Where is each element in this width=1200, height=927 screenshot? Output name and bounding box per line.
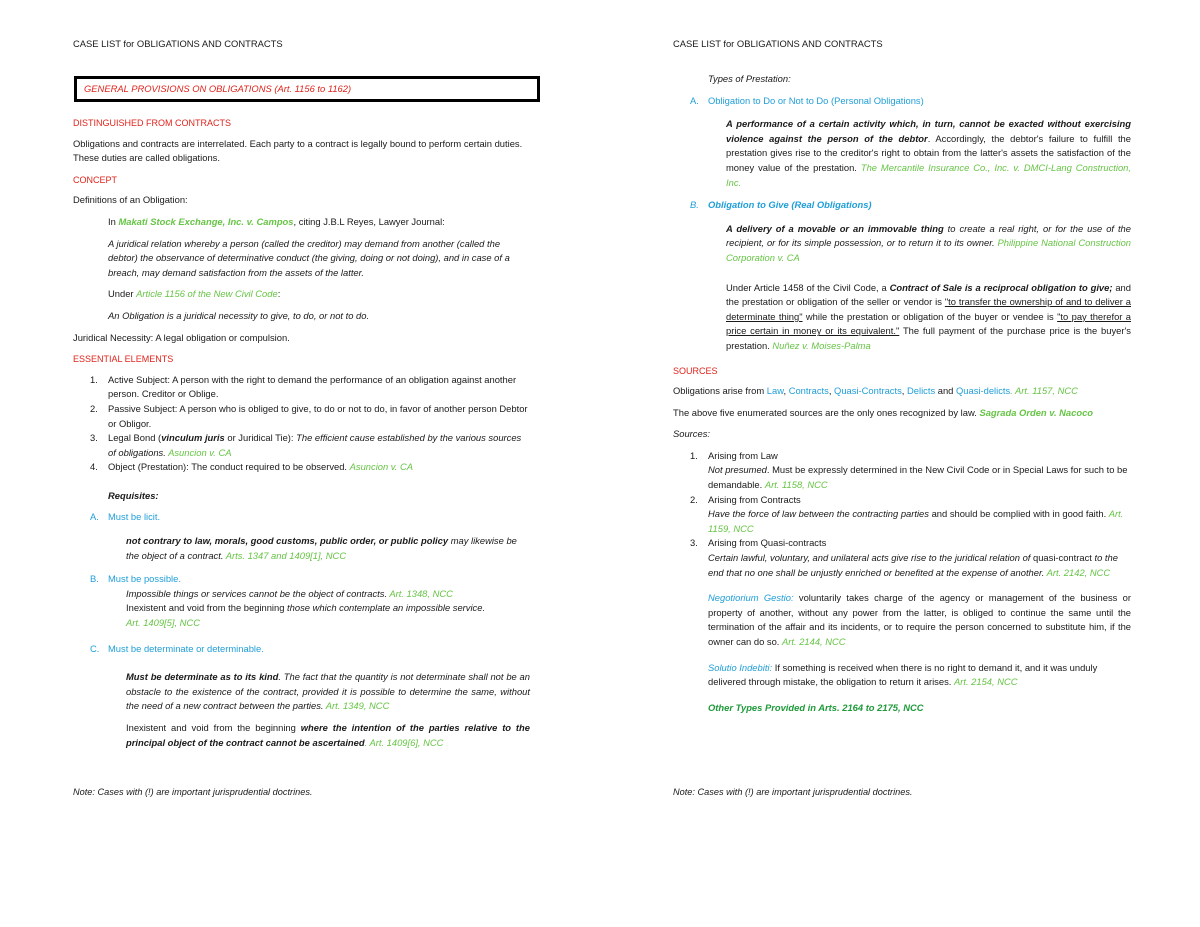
req-c-text: Must be determinate as to its kind. The fact that the quantity is not determinate shall not be an obstacle to the existence of the contract, provided it is possible to determine the same, without the need of a new contract between the parties. Art. 1349, NCC: [126, 671, 530, 712]
sources-heading: SOURCES: [673, 365, 718, 376]
left-body: [73, 76, 530, 757]
section-box: [74, 76, 540, 102]
footer-note: Note: Cases with (!) are important jurisprudential doctrines.: [73, 787, 313, 797]
right-body: [673, 72, 1131, 722]
makati-case: Makati Stock Exchange, Inc. v. Campos: [118, 215, 294, 227]
solutio-indebiti: Solutio Indebiti: If something is received when there is no right to demand it, and it was unduly delivered through mistake, the obligation to return it arises. Art. 2154, NCC: [708, 661, 1098, 688]
s2-text: Have the force of law between the contracting parties and should be complied with in good faith. Art. 1159, NCC: [708, 508, 1124, 534]
requisites-label: Requisites:: [108, 489, 159, 501]
negotiorium-gestio: Negotiorium Gestio: voluntarily takes charge of the agency or management of the business or property of another, without any power from the latter, is obliged to continue the same until the termination of the affair and its incidents, or to require the person concerned to substitute him, if the owner can do so. Art. 2144, NCC: [708, 592, 1131, 647]
types-label: Types of Prestation:: [708, 73, 791, 84]
type-a: A. Obligation to Do or Not to Do (Personal Obligations): [690, 94, 924, 106]
under-article: Under Article 1156 of the New Civil Code:: [108, 288, 281, 300]
sources-label: Sources:: [673, 428, 710, 440]
concept-heading: CONCEPT: [73, 174, 118, 185]
s3-text: Certain lawful, voluntary, and unilateral acts give rise to the juridical relation of quasi-contract to the end that no one shall be unjustly enriched or benefited at the expense of another. Art. 2142, NCC: [708, 552, 1118, 578]
right-page: [600, 0, 1200, 927]
sources-only: The above five enumerated sources are the only ones recognized by law. Sagrada Orden v. Nacoco: [673, 406, 1094, 418]
distinguished-text: Obligations and contracts are interrelated. Each party to a contract is legally bound to perform certain duties. These duties are called obligations.: [73, 137, 523, 164]
type-b-text: A delivery of a movable or an immovable thing to create a real right, or for the use of the recipient, or for its simple possession, or to return it to its owner. Philippine National Construction Corporation v. CA: [726, 222, 1132, 263]
other-types: Other Types Provided in Arts. 2164 to 2175, NCC: [708, 701, 924, 713]
req-b: B. Must be possible.: [90, 573, 181, 585]
list-item: 3. Legal Bond (vinculum juris or Juridical Tie): The efficient cause established by the various sources of obligations. Asuncion v. CA: [90, 432, 522, 458]
list-item: 4. Object (Prestation): The conduct required to be observed. Asuncion v. CA: [90, 461, 414, 473]
req-c: C. Must be determinate or determinable.: [90, 642, 264, 654]
sources-text: Obligations arise from Law, Contracts, Quasi-Contracts, Delicts and Quasi-delicts. Art. 1157, NCC: [673, 385, 1078, 397]
juridical-necessity: Juridical Necessity: A legal obligation or compulsion.: [73, 331, 290, 343]
req-b-text: Impossible things or services cannot be the object of contracts. Art. 1348, NCC: [126, 587, 453, 599]
juridical-relation: A juridical relation whereby a person (called the creditor) may demand from another (called the debtor) the observance of determinative conduct (the giving, doing or not doing), and in case of a breach, may demand satisfaction from the assets of the latter.: [108, 237, 510, 278]
req-b-inexistent: Inexistent and void from the beginning those which contemplate an impossible service.: [126, 602, 486, 614]
list-item: 2. Arising from Contracts: [690, 493, 801, 505]
req-a-text: not contrary to law, morals, good customs, public order, or public policy may likewise be the object of a contract. Arts. 1347 and 1409[1], NCC: [126, 535, 517, 561]
list-item: 2. Passive Subject: A person who is obliged to give, to do or not to do, in favor of another person Debtor or Obligor.: [90, 402, 528, 429]
page-header: CASE LIST for OBLIGATIONS AND CONTRACTS: [73, 38, 283, 49]
essential-heading: ESSENTIAL ELEMENTS: [73, 354, 174, 365]
list-item: 1. Arising from Law: [690, 449, 778, 461]
req-b-cite: Art. 1409[5], NCC: [126, 617, 200, 629]
req-a: A. Must be licit.: [90, 511, 161, 523]
footer-note: Note: Cases with (!) are important jurisprudential doctrines.: [673, 787, 913, 797]
type-a-text: A performance of a certain activity which, in turn, cannot be exacted without exercising violence against the person of the debtor. Accordingly, the debtor's failure to fulfill the prestation gives rise to the creditor's right to obtain from the latter's assets the satisfaction of the money value of the prestation. The Mercantile Insurance Co., Inc. v. DMCI-Lang Construction, Inc.: [726, 118, 1132, 188]
article-1156: Article 1156 of the New Civil Code: [136, 288, 278, 300]
elements-list: [73, 373, 530, 475]
contract-of-sale: Under Article 1458 of the Civil Code, a Contract of Sale is a reciprocal obligation to give; and the prestation or obligation of the seller or vendor is "to transfer the ownership of and to deliver a determinate thing" while the prestation or obligation of the buyer or vendee is "to pay therefor a price certain in money or its equivalent." The full payment of the purchase price is the buyer's prestation. Nuñez v. Moises-Palma: [726, 281, 1131, 351]
definitions-label: Definitions of an Obligation:: [73, 194, 188, 206]
s1-text: Not presumed. Must be expressly determined in the New Civil Code or in Special Laws for such to be demandable. Art. 1158, NCC: [708, 464, 1128, 491]
makati-citation: In Makati Stock Exchange, Inc. v. Campos, citing J.B.L Reyes, Lawyer Journal:: [108, 215, 445, 227]
list-item: 3. Arising from Quasi-contracts: [690, 537, 827, 549]
type-b: B. Obligation to Give (Real Obligations): [690, 199, 872, 211]
page-header: CASE LIST for OBLIGATIONS AND CONTRACTS: [673, 38, 883, 49]
box-title: GENERAL PROVISIONS ON OBLIGATIONS (Art. 1156 to 1162): [84, 83, 352, 94]
distinguished-heading: DISTINGUISHED FROM CONTRACTS: [73, 118, 232, 128]
obligation-def: An Obligation is a juridical necessity to give, to do, or not to do.: [108, 309, 370, 321]
list-item: 1. Active Subject: A person with the right to demand the performance of an obligation against another person. Creditor or Oblige.: [90, 373, 517, 400]
req-c-inexistent: Inexistent and void from the beginning where the intention of the parties relative to the principal object of the contract cannot be ascertained. Art. 1409[6], NCC: [126, 722, 530, 748]
